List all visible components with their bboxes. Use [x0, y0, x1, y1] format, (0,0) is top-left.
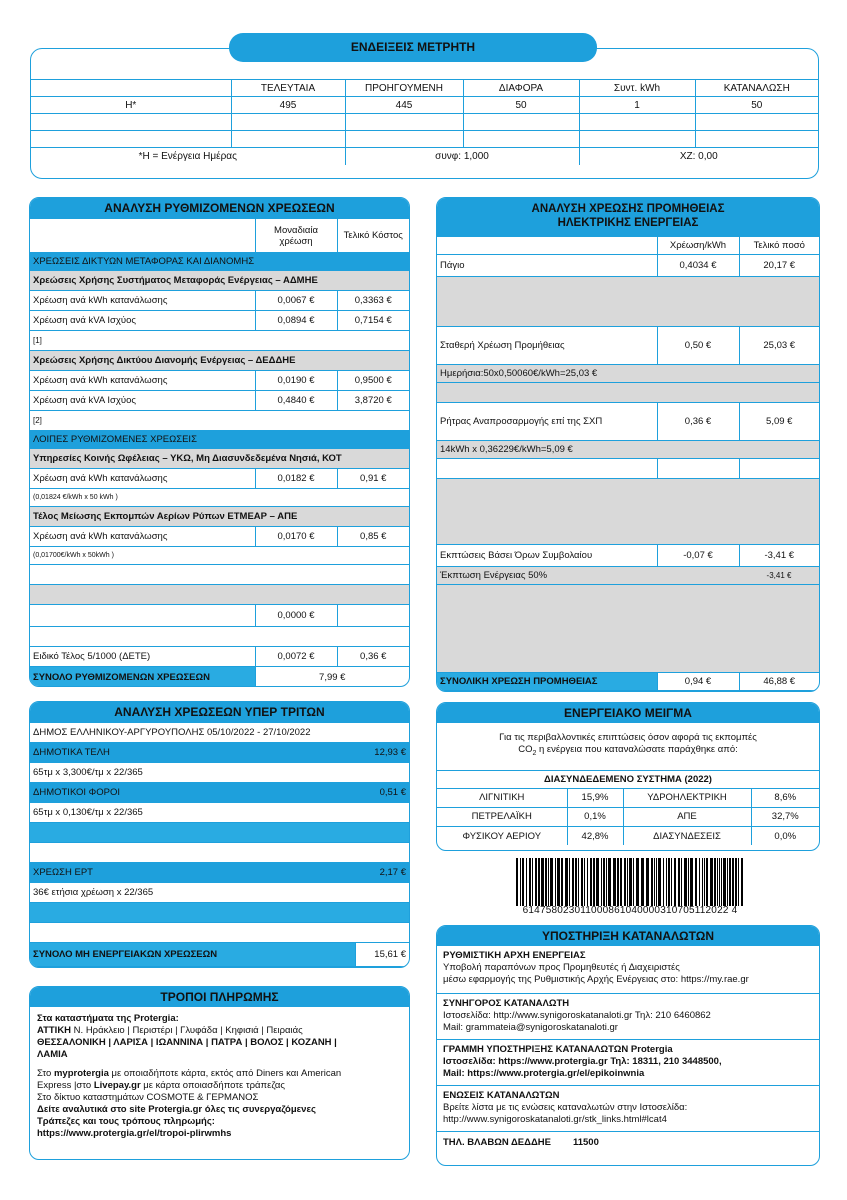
group-header: Υπηρεσίες Κοινής Ωφέλειας – ΥΚΩ, Μη Διασυνδεδεμένα Νησιά, ΚΟΤ [30, 449, 409, 469]
note: [1] [30, 331, 409, 351]
cell: 25,03 € [739, 327, 819, 365]
meter-box [30, 48, 819, 179]
charge-label: ΔΗΜΟΤΙΚΟΙ ΦΟΡΟΙ [30, 783, 355, 803]
mix-source: ΛΙΓΝΙΤΙΚΗ [437, 788, 567, 807]
period: ΔΗΜΟΣ ΕΛΛΗΝΙΚΟΥ-ΑΡΓΥΡΟΥΠΟΛΗΣ 05/10/2022 - 27/10/2022 [30, 723, 409, 743]
support-heading: ΕΝΩΣΕΙΣ ΚΑΤΑΝΑΛΩΤΩΝ [443, 1090, 560, 1101]
energy-mix-table [437, 788, 819, 846]
payment-title: ΤΡΟΠΟΙ ΠΛΗΡΩΜΗΣ [30, 987, 409, 1007]
third-party-total-label: ΣΥΝΟΛΟ ΜΗ ΕΝΕΡΓΕΙΑΚΩΝ ΧΡΕΩΣΕΩΝ [30, 943, 355, 967]
energy-mix-box [436, 702, 820, 851]
footnote: *Η = Ενέργεια Ημέρας [31, 148, 345, 165]
meter-title: ΕΝΔΕΙΞΕΙΣ ΜΕΤΡΗΤΗ [229, 33, 597, 62]
row-label: Χρέωση ανά kWh κατανάλωσης [30, 469, 255, 489]
col-header: Τελικό Κόστος [337, 219, 409, 253]
charge-detail: 36€ ετήσια χρέωση x 22/365 [30, 883, 409, 903]
row-label: Χρέωση ανά kWh κατανάλωσης [30, 527, 255, 547]
cell: 0,91 € [337, 469, 409, 489]
cell: 0,50 € [657, 327, 739, 365]
col-header: Χρέωση/kWh [657, 237, 739, 255]
col-header: Μοναδιαία χρέωση [255, 219, 337, 253]
support-link[interactable]: μέσω εφαρμογής της Ρυθμιστικής Αρχής Ενέργειας στο: https://my.rae.gr [443, 974, 749, 985]
support-unions [437, 1086, 819, 1132]
payment-text: Στο δίκτυο καταστημάτων COSMOTE & ΓΕΡΜΑΝΟΣ [37, 1092, 259, 1103]
payment-text: Τράπεζες και τους τρόπους πληρωμής: [37, 1116, 215, 1127]
cell: 0,0182 € [255, 469, 337, 489]
cell: 0,3363 € [337, 291, 409, 311]
third-party-total: 15,61 € [355, 943, 409, 967]
regulated-title: ΑΝΑΛΥΣΗ ΡΥΘΜΙΖΟΜΕΝΩΝ ΧΡΕΩΣΕΩΝ [30, 198, 409, 218]
third-party-table [30, 722, 409, 967]
row-label: Πάγιο [437, 255, 657, 277]
cell: 20,17 € [739, 255, 819, 277]
mix-source: ΑΠΕ [623, 807, 751, 826]
mix-intro-2: $CO_2$ η ενέργεια που καταναλώσατε παράχθηκε από: [518, 744, 738, 757]
cell: 0,36 € [337, 647, 409, 667]
payment-link[interactable]: https://www.protergia.gr/el/tropoi-plirwmhs [37, 1128, 232, 1139]
support-title: ΥΠΟΣΤΗΡΙΞΗ ΚΑΤΑΝΑΛΩΤΩΝ [437, 926, 819, 946]
payment-text: ΑΤΤΙΚΗ Ν. Ηράκλειο | Περιστέρι | Γλυφάδα | Κηφισιά | Πειραιάς [37, 1025, 303, 1036]
third-party-box [29, 701, 410, 968]
mix-source: ΥΔΡΟΗΛΕΚΤΡΙΚΗ [623, 788, 751, 807]
cell: 0,9500 € [337, 371, 409, 391]
note: 14kWh x 0,36229€/kWh=5,09 € [437, 441, 819, 459]
cosphi: συνφ: 1,000 [345, 148, 579, 165]
row-label: Χρέωση ανά kVA Ισχύος [30, 311, 255, 331]
support-ombudsman [437, 994, 819, 1040]
mix-pct: 0,0% [751, 826, 819, 845]
section-header: ΧΡΕΩΣΕΙΣ ΔΙΚΤΥΩΝ ΜΕΤΑΦΟΡΑΣ ΚΑΙ ΔΙΑΝΟΜΗΣ [30, 253, 409, 271]
support-text: Υποβολή παραπόνων προς Προμηθευτές ή Διαχειριστές [443, 962, 680, 973]
charge-value: 0,51 € [355, 783, 409, 803]
support-link[interactable]: Ιστοσελίδα: http://www.synigoroskatanaloti.gr Τηλ: 210 6460862 [443, 1010, 711, 1021]
cell: 0,0190 € [255, 371, 337, 391]
support-damage-line [437, 1132, 819, 1153]
cell: 3,8720 € [337, 391, 409, 411]
charge-value: 12,93 € [355, 743, 409, 763]
mix-pct: 15,9% [567, 788, 623, 807]
col-header: Τελικό ποσό [739, 237, 819, 255]
supply-total: 46,88 € [739, 673, 819, 691]
support-rae [437, 946, 819, 994]
charge-detail: 65τμ x 0,130€/τμ x 22/365 [30, 803, 409, 823]
cell: 5,09 € [739, 403, 819, 441]
mix-intro: Για τις περιβαλλοντικές επιπτώσεις όσον αφορά τις εκπομπές [499, 732, 757, 743]
xz-value: ΧΖ: 0,00 [579, 148, 818, 165]
support-mail[interactable]: Mail: grammateia@synigoroskatanaloti.gr [443, 1022, 618, 1033]
cell: 495 [231, 97, 345, 114]
cell: 0,0894 € [255, 311, 337, 331]
support-protergia [437, 1040, 819, 1086]
row-label: Ειδικό Τέλος 5/1000 (ΔΕΤΕ) [30, 647, 255, 667]
barcode [516, 858, 744, 906]
section-header: ΛΟΙΠΕΣ ΡΥΘΜΙΖΟΜΕΝΕΣ ΧΡΕΩΣΕΙΣ [30, 431, 409, 449]
mix-system: ΔΙΑΣΥΝΔΕΔΕΜΕΝΟ ΣΥΣΤΗΜΑ (2022) [437, 770, 819, 788]
supply-total-label: ΣΥΝΟΛΙΚΗ ΧΡΕΩΣΗ ΠΡΟΜΗΘΕΙΑΣ [437, 673, 657, 691]
cell: -3,41 € [739, 545, 819, 567]
support-heading: ΓΡΑΜΜΗ ΥΠΟΣΤΗΡΙΞΗΣ ΚΑΤΑΝΑΛΩΤΩΝ Protergia [443, 1044, 673, 1055]
row-label: Ρήτρας Αναπροσαρμογής επί της ΣΧΠ [437, 403, 657, 441]
row-label: Σταθερή Χρέωση Προμήθειας [437, 327, 657, 365]
supply-title-2: ΗΛΕΚΤΡΙΚΗΣ ΕΝΕΡΓΕΙΑΣ [557, 217, 699, 229]
charge-label: ΔΗΜΟΤΙΚΑ ΤΕΛΗ [30, 743, 355, 763]
payment-text: Express |στο Livepay.gr με κάρτα οποιασδήποτε τράπεζας [37, 1080, 285, 1091]
support-heading: ΤΗΛ. ΒΛΑΒΩΝ ΔΕΔΔΗΕ [443, 1137, 551, 1148]
cell: 1 [579, 97, 695, 114]
supply-title: ΑΝΑΛΥΣΗ ΧΡΕΩΣΗΣ ΠΡΟΜΗΘΕΙΑΣ [531, 203, 725, 215]
cell: 0,4034 € [657, 255, 739, 277]
mix-pct: 42,8% [567, 826, 623, 845]
third-party-title: ΑΝΑΛΥΣΗ ΧΡΕΩΣΕΩΝ ΥΠΕΡ ΤΡΙΤΩΝ [30, 702, 409, 722]
row-label: Χρέωση ανά kWh κατανάλωσης [30, 371, 255, 391]
group-header: Χρεώσεις Χρήσης Συστήματος Μεταφοράς Ενέργειας – ΑΔΜΗΕ [30, 271, 409, 291]
row-label: Χρέωση ανά kWh κατανάλωσης [30, 291, 255, 311]
col-header: ΚΑΤΑΝΑΛΩΣΗ [695, 80, 818, 97]
payment-box [29, 986, 410, 1160]
note: Έκπτωση Ενέργειας 50% [437, 567, 739, 585]
payment-text: ΛΑΜΙΑ [37, 1049, 68, 1060]
cell: 0,0000 € [255, 605, 337, 627]
payment-text: Στο myprotergia με οποιαδήποτε κάρτα, εκτός από Diners και American [37, 1068, 342, 1079]
charge-detail: 65τμ x 3,300€/τμ x 22/365 [30, 763, 409, 783]
col-header: ΤΕΛΕΥΤΑΙΑ [231, 80, 345, 97]
cell: 0,0170 € [255, 527, 337, 547]
cell: 50 [463, 97, 579, 114]
support-link[interactable]: Mail: https://www.protergia.gr/el/epikoinwnia [443, 1068, 645, 1079]
cell: 0,0067 € [255, 291, 337, 311]
row-label: Η* [31, 97, 231, 114]
mix-source: ΔΙΑΣΥΝΔΕΣΕΙΣ [623, 826, 751, 845]
supply-table [437, 236, 819, 691]
payment-text: ΘΕΣΣΑΛΟΝΙΚΗ | ΛΑΡΙΣΑ | ΙΩΑΝΝΙΝΑ | ΠΑΤΡΑ | ΒΟΛΟΣ | ΚΟΖΑΝΗ | [37, 1037, 337, 1048]
col-header: ΔΙΑΦΟΡΑ [463, 80, 579, 97]
support-text: Βρείτε λίστα με τις ενώσεις καταναλωτών στην Ιστοσελίδα: [443, 1102, 688, 1113]
note: [2] [30, 411, 409, 431]
note: (0,01824 €/kWh x 50 kWh ) [30, 489, 409, 507]
cell: -0,07 € [657, 545, 739, 567]
cell: 0,85 € [337, 527, 409, 547]
mix-pct: 32,7% [751, 807, 819, 826]
regulated-total: 7,99 € [255, 667, 409, 688]
mix-source: ΦΥΣΙΚΟΥ ΑΕΡΙΟΥ [437, 826, 567, 845]
barcode-number: 614758023011000861040000310705112022 4 [522, 905, 738, 916]
support-link[interactable]: http://www.synigoroskatanaloti.gr/stk_links.html#lcat4 [443, 1114, 667, 1125]
support-heading: ΣΥΝΗΓΟΡΟΣ ΚΑΤΑΝΑΛΩΤΗ [443, 998, 570, 1009]
charge-value: 2,17 € [355, 863, 409, 883]
support-link[interactable]: Ιστοσελίδα: https://www.protergia.gr Τηλ: 18311, 210 3448500, [443, 1056, 722, 1067]
group-header: Χρεώσεις Χρήσης Δικτύου Διανομής Ενέργειας – ΔΕΔΔΗΕ [30, 351, 409, 371]
note-value: -3,41 € [739, 567, 819, 585]
regulated-table [30, 218, 409, 687]
note: Ημερήσια:50x0,50060€/kWh=25,03 € [437, 365, 819, 383]
energy-mix-title: ΕΝΕΡΓΕΙΑΚΟ ΜΕΙΓΜΑ [437, 703, 819, 723]
supply-total-unit: 0,94 € [657, 673, 739, 691]
mix-pct: 8,6% [751, 788, 819, 807]
cell: 50 [695, 97, 818, 114]
payment-text: Στα καταστήματα της Protergia: [37, 1013, 179, 1024]
cell: 0,7154 € [337, 311, 409, 331]
regulated-box [29, 197, 410, 687]
group-header: Τέλος Μείωσης Εκπομπών Αερίων Ρύπων ΕΤΜΕΑΡ – ΑΠΕ [30, 507, 409, 527]
mix-pct: 0,1% [567, 807, 623, 826]
mix-source: ΠΕΤΡΕΛΑΪΚΗ [437, 807, 567, 826]
support-heading: ΡΥΘΜΙΣΤΙΚΗ ΑΡΧΗ ΕΝΕΡΓΕΙΑΣ [443, 950, 586, 961]
cell: 0,36 € [657, 403, 739, 441]
col-header: Συντ. kWh [579, 80, 695, 97]
row-label: Χρέωση ανά kVA Ισχύος [30, 391, 255, 411]
col-header: ΠΡΟΗΓΟΥΜΕΝΗ [345, 80, 463, 97]
support-box [436, 925, 820, 1166]
meter-table [31, 79, 818, 165]
cell: 445 [345, 97, 463, 114]
cell: 0,0072 € [255, 647, 337, 667]
charge-label: ΧΡΕΩΣΗ ΕΡΤ [30, 863, 355, 883]
row-label: Εκπτώσεις Βάσει Όρων Συμβολαίου [437, 545, 657, 567]
note: (0,01700€/kWh x 50kWh ) [30, 547, 409, 565]
supply-box [436, 197, 820, 692]
cell: 0,4840 € [255, 391, 337, 411]
regulated-total-label: ΣΥΝΟΛΟ ΡΥΘΜΙΖΟΜΕΝΩΝ ΧΡΕΩΣΕΩΝ [30, 667, 255, 688]
support-phone[interactable]: 11500 [572, 1137, 599, 1148]
payment-text: Δείτε αναλυτικά στο site Protergia.gr όλες τις συνεργαζόμενες [37, 1104, 316, 1115]
